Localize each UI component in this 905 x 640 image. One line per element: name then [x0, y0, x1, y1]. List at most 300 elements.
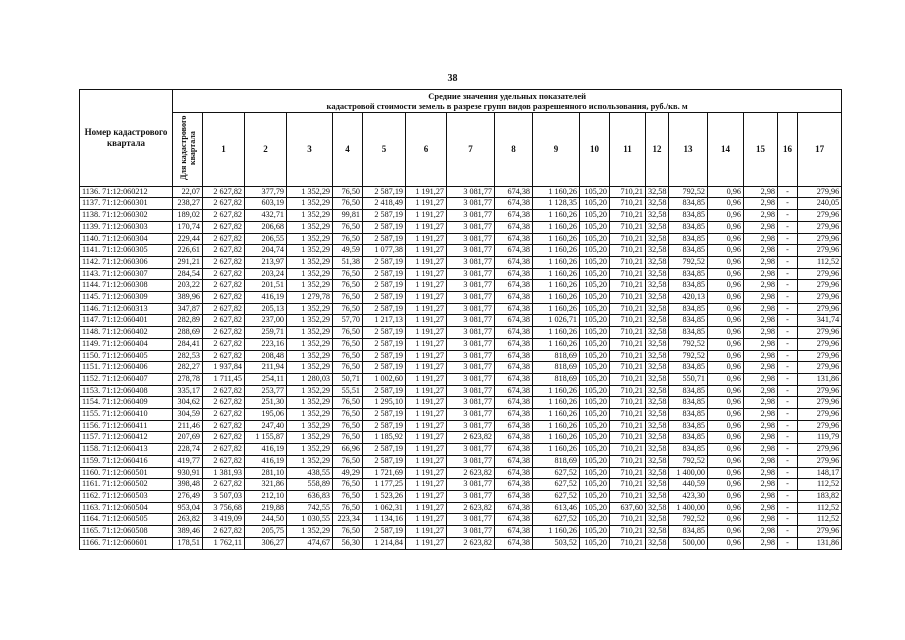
- value-cell: 792,52: [669, 186, 708, 198]
- value-cell: 205,75: [245, 526, 287, 538]
- value-cell: 278,78: [173, 373, 203, 385]
- quarter-number-cell: 1159. 71:12:060416: [80, 455, 173, 467]
- value-cell: 674,38: [495, 292, 533, 304]
- value-cell: 2,98: [744, 502, 778, 514]
- value-cell: -: [778, 186, 798, 198]
- quarter-number-cell: 1147. 71:12:060401: [80, 315, 173, 327]
- value-cell: 32,58: [646, 514, 669, 526]
- value-cell: 288,69: [173, 327, 203, 339]
- quarter-number-cell: 1154. 71:12:060409: [80, 397, 173, 409]
- value-cell: -: [778, 280, 798, 292]
- column-header: 15: [744, 113, 778, 187]
- value-cell: 2,98: [744, 420, 778, 432]
- value-cell: 710,21: [610, 409, 646, 421]
- value-cell: 2,98: [744, 467, 778, 479]
- value-cell: 76,50: [333, 490, 363, 502]
- value-cell: 2 587,19: [363, 256, 406, 268]
- value-cell: 105,20: [580, 280, 610, 292]
- value-cell: 710,21: [610, 198, 646, 210]
- value-cell: 1 191,27: [406, 256, 447, 268]
- value-cell: 76,50: [333, 327, 363, 339]
- value-cell: 674,38: [495, 268, 533, 280]
- value-cell: 0,96: [708, 280, 744, 292]
- value-cell: 76,50: [333, 362, 363, 374]
- value-cell: 2,98: [744, 397, 778, 409]
- value-cell: 818,69: [533, 373, 580, 385]
- value-cell: 423,30: [669, 490, 708, 502]
- value-cell: 1 523,26: [363, 490, 406, 502]
- value-cell: 710,21: [610, 490, 646, 502]
- value-cell: 279,96: [798, 350, 842, 362]
- value-cell: 2 587,19: [363, 455, 406, 467]
- value-cell: 279,96: [798, 280, 842, 292]
- value-cell: 2 627,82: [203, 210, 245, 222]
- value-cell: 834,85: [669, 444, 708, 456]
- value-cell: 0,96: [708, 490, 744, 502]
- quarter-number-cell: 1137. 71:12:060301: [80, 198, 173, 210]
- value-cell: 76,50: [333, 432, 363, 444]
- value-cell: 710,21: [610, 537, 646, 549]
- column-header: 9: [533, 113, 580, 187]
- value-cell: 32,58: [646, 467, 669, 479]
- value-cell: 3 081,77: [447, 210, 495, 222]
- value-cell: 710,21: [610, 327, 646, 339]
- table-row: [80, 350, 842, 362]
- column-header: 8: [495, 113, 533, 187]
- quarter-number-cell: 1142. 71:12:060306: [80, 256, 173, 268]
- value-cell: 105,20: [580, 537, 610, 549]
- column-header: 17: [798, 113, 842, 187]
- value-cell: 32,58: [646, 303, 669, 315]
- value-cell: 1 077,38: [363, 245, 406, 257]
- value-cell: 0,96: [708, 245, 744, 257]
- value-cell: 32,58: [646, 385, 669, 397]
- value-cell: 32,58: [646, 444, 669, 456]
- value-cell: 834,85: [669, 327, 708, 339]
- value-cell: -: [778, 409, 798, 421]
- value-cell: 674,38: [495, 221, 533, 233]
- value-cell: 2 627,82: [203, 444, 245, 456]
- value-cell: 32,58: [646, 420, 669, 432]
- value-cell: -: [778, 397, 798, 409]
- value-cell: 1 191,27: [406, 455, 447, 467]
- value-cell: 710,21: [610, 385, 646, 397]
- value-cell: 341,74: [798, 315, 842, 327]
- value-cell: 105,20: [580, 210, 610, 222]
- value-cell: 2,98: [744, 280, 778, 292]
- value-cell: 1 352,29: [287, 420, 333, 432]
- value-cell: 2 587,19: [363, 338, 406, 350]
- value-cell: 32,58: [646, 210, 669, 222]
- value-cell: 834,85: [669, 526, 708, 538]
- value-cell: 2 587,19: [363, 362, 406, 374]
- value-cell: 291,21: [173, 256, 203, 268]
- value-cell: 3 081,77: [447, 303, 495, 315]
- value-cell: 1 191,27: [406, 327, 447, 339]
- value-cell: 279,96: [798, 327, 842, 339]
- value-cell: 2 587,19: [363, 420, 406, 432]
- table-row: [80, 397, 842, 409]
- value-cell: 2 627,82: [203, 186, 245, 198]
- table-row: [80, 210, 842, 222]
- value-cell: 32,58: [646, 292, 669, 304]
- value-cell: 3 081,77: [447, 315, 495, 327]
- value-cell: 32,58: [646, 338, 669, 350]
- value-cell: 279,96: [798, 385, 842, 397]
- value-cell: 189,02: [173, 210, 203, 222]
- value-cell: 51,38: [333, 256, 363, 268]
- value-cell: 674,38: [495, 256, 533, 268]
- value-cell: 148,17: [798, 467, 842, 479]
- value-cell: 627,52: [533, 467, 580, 479]
- value-cell: 76,50: [333, 502, 363, 514]
- value-cell: 792,52: [669, 514, 708, 526]
- value-cell: 818,69: [533, 350, 580, 362]
- value-cell: 1 191,27: [406, 186, 447, 198]
- value-cell: -: [778, 490, 798, 502]
- value-cell: 321,86: [245, 479, 287, 491]
- value-cell: -: [778, 526, 798, 538]
- quarter-number-cell: 1139. 71:12:060303: [80, 221, 173, 233]
- quarter-number-header: Номер кадастрового квартала: [80, 90, 173, 187]
- quarter-number-cell: 1164. 71:12:060505: [80, 514, 173, 526]
- value-cell: 1 191,27: [406, 537, 447, 549]
- value-cell: 0,96: [708, 256, 744, 268]
- table-row: [80, 303, 842, 315]
- value-cell: 32,58: [646, 502, 669, 514]
- value-cell: 0,96: [708, 409, 744, 421]
- value-cell: 105,20: [580, 221, 610, 233]
- table-row: [80, 502, 842, 514]
- value-cell: 2,98: [744, 455, 778, 467]
- value-cell: 1 191,27: [406, 397, 447, 409]
- table-row: [80, 444, 842, 456]
- value-cell: 1 191,27: [406, 350, 447, 362]
- quarter-number-cell: 1150. 71:12:060405: [80, 350, 173, 362]
- value-cell: -: [778, 467, 798, 479]
- value-cell: 226,61: [173, 245, 203, 257]
- value-cell: 32,58: [646, 268, 669, 280]
- value-cell: 953,04: [173, 502, 203, 514]
- value-cell: 279,96: [798, 362, 842, 374]
- value-cell: 2 587,19: [363, 303, 406, 315]
- value-cell: 432,71: [245, 210, 287, 222]
- value-cell: 558,89: [287, 479, 333, 491]
- column-header: 1: [203, 113, 245, 187]
- value-cell: 105,20: [580, 420, 610, 432]
- value-cell: 3 081,77: [447, 350, 495, 362]
- value-cell: 251,30: [245, 397, 287, 409]
- value-cell: 1 160,26: [533, 409, 580, 421]
- value-cell: 2,98: [744, 233, 778, 245]
- value-cell: 2 627,82: [203, 526, 245, 538]
- value-cell: 1 160,26: [533, 432, 580, 444]
- quarter-number-cell: 1153. 71:12:060408: [80, 385, 173, 397]
- value-cell: 1 352,29: [287, 303, 333, 315]
- value-cell: 420,13: [669, 292, 708, 304]
- value-cell: 742,55: [287, 502, 333, 514]
- value-cell: 1 352,29: [287, 198, 333, 210]
- table-row: [80, 186, 842, 198]
- value-cell: 674,38: [495, 350, 533, 362]
- value-cell: -: [778, 303, 798, 315]
- value-cell: 105,20: [580, 514, 610, 526]
- value-cell: 112,52: [798, 514, 842, 526]
- table-row: [80, 198, 842, 210]
- value-cell: 0,96: [708, 385, 744, 397]
- table-row: [80, 338, 842, 350]
- value-cell: 1 280,03: [287, 373, 333, 385]
- quarter-number-cell: 1146. 71:12:060313: [80, 303, 173, 315]
- value-cell: 2,98: [744, 186, 778, 198]
- value-cell: 710,21: [610, 397, 646, 409]
- value-cell: 627,52: [533, 514, 580, 526]
- value-cell: 49,29: [333, 467, 363, 479]
- value-cell: 2,98: [744, 409, 778, 421]
- value-cell: 1 191,27: [406, 444, 447, 456]
- value-cell: 32,58: [646, 432, 669, 444]
- value-cell: 1 191,27: [406, 280, 447, 292]
- value-cell: 710,21: [610, 420, 646, 432]
- value-cell: 1 185,92: [363, 432, 406, 444]
- header-title-row: [80, 90, 842, 113]
- value-cell: 1 191,27: [406, 526, 447, 538]
- value-cell: 636,83: [287, 490, 333, 502]
- value-cell: 76,50: [333, 292, 363, 304]
- value-cell: 105,20: [580, 245, 610, 257]
- value-cell: 0,96: [708, 455, 744, 467]
- value-cell: 306,27: [245, 537, 287, 549]
- value-cell: 637,60: [610, 502, 646, 514]
- value-cell: -: [778, 373, 798, 385]
- value-cell: 1 352,29: [287, 245, 333, 257]
- value-cell: -: [778, 420, 798, 432]
- value-cell: 105,20: [580, 479, 610, 491]
- value-cell: 1 352,29: [287, 432, 333, 444]
- value-cell: 674,38: [495, 385, 533, 397]
- column-header: 14: [708, 113, 744, 187]
- value-cell: 3 081,77: [447, 221, 495, 233]
- value-cell: 3 081,77: [447, 186, 495, 198]
- value-cell: 2 627,82: [203, 420, 245, 432]
- value-cell: 2 587,19: [363, 221, 406, 233]
- value-cell: 99,81: [333, 210, 363, 222]
- table-row: [80, 385, 842, 397]
- value-cell: 247,40: [245, 420, 287, 432]
- value-cell: 3 081,77: [447, 245, 495, 257]
- value-cell: 792,52: [669, 455, 708, 467]
- value-cell: 304,62: [173, 397, 203, 409]
- value-cell: 710,21: [610, 233, 646, 245]
- value-cell: 792,52: [669, 338, 708, 350]
- value-cell: 32,58: [646, 373, 669, 385]
- value-cell: 105,20: [580, 373, 610, 385]
- value-cell: 32,58: [646, 490, 669, 502]
- value-cell: 834,85: [669, 280, 708, 292]
- value-cell: 1 191,27: [406, 303, 447, 315]
- value-cell: 3 081,77: [447, 514, 495, 526]
- value-cell: 1 937,84: [203, 362, 245, 374]
- value-cell: 213,97: [245, 256, 287, 268]
- value-cell: 2 627,82: [203, 292, 245, 304]
- value-cell: -: [778, 362, 798, 374]
- value-cell: 0,96: [708, 350, 744, 362]
- value-cell: 119,79: [798, 432, 842, 444]
- value-cell: -: [778, 537, 798, 549]
- value-cell: 710,21: [610, 479, 646, 491]
- value-cell: 284,54: [173, 268, 203, 280]
- value-cell: 228,74: [173, 444, 203, 456]
- value-cell: 2,98: [744, 315, 778, 327]
- value-cell: 279,96: [798, 397, 842, 409]
- value-cell: 3 507,03: [203, 490, 245, 502]
- quarter-number-cell: 1149. 71:12:060404: [80, 338, 173, 350]
- value-cell: 112,52: [798, 479, 842, 491]
- value-cell: 1 711,45: [203, 373, 245, 385]
- value-cell: 238,27: [173, 198, 203, 210]
- table-row: [80, 455, 842, 467]
- group-header-label: Для кадастрового квартала: [178, 115, 197, 181]
- value-cell: 76,50: [333, 303, 363, 315]
- quarter-number-cell: 1136. 71:12:060212: [80, 186, 173, 198]
- value-cell: 3 081,77: [447, 280, 495, 292]
- value-cell: 195,06: [245, 409, 287, 421]
- quarter-number-cell: 1163. 71:12:060504: [80, 502, 173, 514]
- value-cell: 1 191,27: [406, 198, 447, 210]
- value-cell: 0,96: [708, 526, 744, 538]
- quarter-number-cell: 1160. 71:12:060501: [80, 467, 173, 479]
- value-cell: 710,21: [610, 186, 646, 198]
- column-header: 2: [245, 113, 287, 187]
- value-cell: 105,20: [580, 303, 610, 315]
- table-row: [80, 280, 842, 292]
- value-cell: 2 627,82: [203, 455, 245, 467]
- value-cell: 66,96: [333, 444, 363, 456]
- table-row: [80, 256, 842, 268]
- table-body: [80, 186, 842, 549]
- quarter-number-cell: 1162. 71:12:060503: [80, 490, 173, 502]
- value-cell: 279,96: [798, 338, 842, 350]
- value-cell: 170,74: [173, 221, 203, 233]
- value-cell: 212,10: [245, 490, 287, 502]
- value-cell: 2,98: [744, 432, 778, 444]
- value-cell: 0,96: [708, 338, 744, 350]
- value-cell: 304,59: [173, 409, 203, 421]
- value-cell: 105,20: [580, 467, 610, 479]
- value-cell: 32,58: [646, 245, 669, 257]
- value-cell: 1 214,84: [363, 537, 406, 549]
- value-cell: 3 081,77: [447, 385, 495, 397]
- value-cell: 76,50: [333, 526, 363, 538]
- value-cell: 105,20: [580, 292, 610, 304]
- value-cell: -: [778, 315, 798, 327]
- value-cell: -: [778, 327, 798, 339]
- table-row: [80, 373, 842, 385]
- value-cell: 674,38: [495, 467, 533, 479]
- value-cell: 1 352,29: [287, 397, 333, 409]
- value-cell: 207,69: [173, 432, 203, 444]
- value-cell: 674,38: [495, 409, 533, 421]
- value-cell: 2 627,82: [203, 327, 245, 339]
- value-cell: 32,58: [646, 362, 669, 374]
- value-cell: 1 160,26: [533, 210, 580, 222]
- value-cell: 416,19: [245, 444, 287, 456]
- value-cell: 3 081,77: [447, 292, 495, 304]
- value-cell: 2,98: [744, 292, 778, 304]
- value-cell: 203,24: [245, 268, 287, 280]
- value-cell: 2,98: [744, 303, 778, 315]
- value-cell: 1 160,26: [533, 338, 580, 350]
- table-row: [80, 479, 842, 491]
- value-cell: 1 721,69: [363, 467, 406, 479]
- table-row: [80, 292, 842, 304]
- value-cell: 0,96: [708, 303, 744, 315]
- value-cell: 1 191,27: [406, 292, 447, 304]
- quarter-number-cell: 1161. 71:12:060502: [80, 479, 173, 491]
- table-row: [80, 514, 842, 526]
- value-cell: 2,98: [744, 350, 778, 362]
- value-cell: 710,21: [610, 315, 646, 327]
- table-row: [80, 432, 842, 444]
- value-cell: 674,38: [495, 280, 533, 292]
- value-cell: 206,55: [245, 233, 287, 245]
- value-cell: 282,53: [173, 350, 203, 362]
- value-cell: 76,50: [333, 455, 363, 467]
- value-cell: 1 160,26: [533, 420, 580, 432]
- value-cell: 377,79: [245, 186, 287, 198]
- value-cell: 76,50: [333, 338, 363, 350]
- value-cell: 503,52: [533, 537, 580, 549]
- value-cell: 792,52: [669, 350, 708, 362]
- value-cell: -: [778, 444, 798, 456]
- value-cell: 0,96: [708, 479, 744, 491]
- value-cell: 32,58: [646, 409, 669, 421]
- value-cell: 279,96: [798, 268, 842, 280]
- table-title-line-2: кадастровой стоимости земель в разрезе групп видов разрешенного использования, руб./кв. м: [326, 101, 688, 111]
- value-cell: 1 352,29: [287, 455, 333, 467]
- value-cell: 627,52: [533, 490, 580, 502]
- value-cell: 2 627,82: [203, 233, 245, 245]
- value-cell: 279,96: [798, 455, 842, 467]
- value-cell: 627,52: [533, 479, 580, 491]
- value-cell: 105,20: [580, 432, 610, 444]
- value-cell: 1 160,26: [533, 385, 580, 397]
- value-cell: 55,51: [333, 385, 363, 397]
- value-cell: 1 160,26: [533, 245, 580, 257]
- value-cell: 76,50: [333, 409, 363, 421]
- value-cell: 32,58: [646, 479, 669, 491]
- value-cell: 834,85: [669, 245, 708, 257]
- value-cell: 3 081,77: [447, 479, 495, 491]
- value-cell: 1 191,27: [406, 268, 447, 280]
- value-cell: 674,38: [495, 210, 533, 222]
- value-cell: 76,50: [333, 198, 363, 210]
- value-cell: 2 587,19: [363, 385, 406, 397]
- value-cell: 710,21: [610, 467, 646, 479]
- value-cell: 32,58: [646, 256, 669, 268]
- value-cell: 1 352,29: [287, 256, 333, 268]
- value-cell: 22,07: [173, 186, 203, 198]
- table-row: [80, 233, 842, 245]
- column-header: 3: [287, 113, 333, 187]
- column-header: 12: [646, 113, 669, 187]
- value-cell: 834,85: [669, 315, 708, 327]
- value-cell: 284,41: [173, 338, 203, 350]
- value-cell: 0,96: [708, 420, 744, 432]
- value-cell: 279,96: [798, 409, 842, 421]
- value-cell: 347,87: [173, 303, 203, 315]
- value-cell: 1 191,27: [406, 479, 447, 491]
